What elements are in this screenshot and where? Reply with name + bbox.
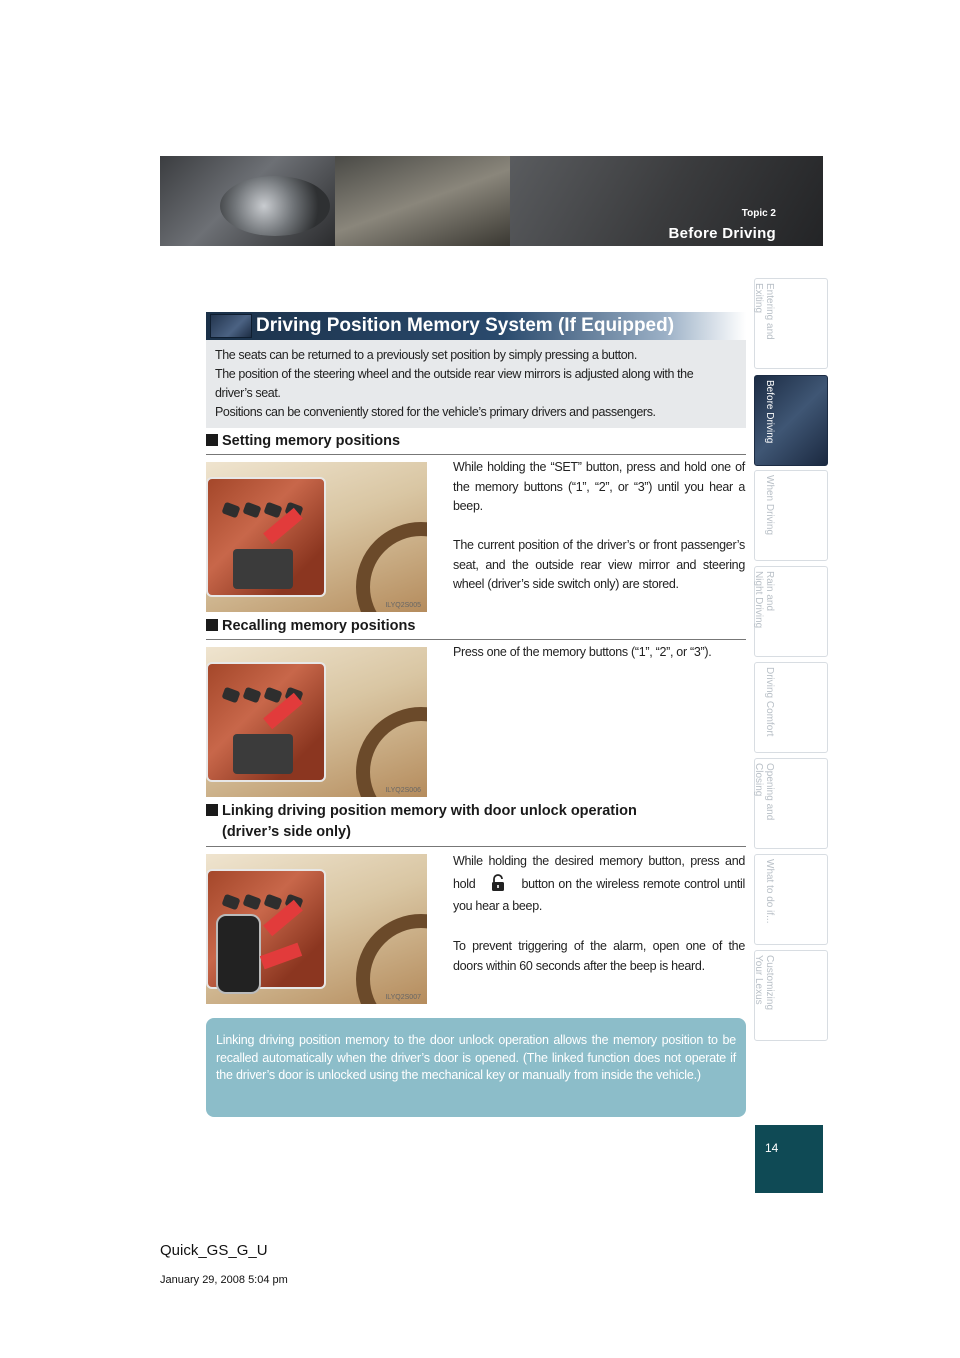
nav-tab-label: Customizing Your Lexus xyxy=(753,955,775,1011)
nav-tab-label: Entering and Exiting xyxy=(753,283,775,340)
memory-button-image xyxy=(242,894,261,911)
window-switch-image xyxy=(233,734,293,774)
figure-linking xyxy=(206,854,427,1004)
header-photo-grille xyxy=(510,156,823,246)
paragraph: While holding the “SET” button, press and hold one of the memory buttons (“1”, “2”, or “3”) until you hear a beep. xyxy=(453,460,745,513)
paragraph xyxy=(453,850,745,918)
nav-tab-label: When Driving xyxy=(764,475,775,536)
nav-tab-label: What to do if... xyxy=(764,859,775,924)
intro-line: The seats can be returned to a previously set position by simply pressing a button. xyxy=(215,348,637,362)
document-id: Quick_GS_G_U xyxy=(160,1242,268,1259)
memory-button-image xyxy=(242,687,261,704)
memory-button-image xyxy=(263,502,282,519)
figure-code: ILYQ2S005 xyxy=(385,602,421,609)
nav-tab-before-driving[interactable] xyxy=(754,375,828,466)
door-panel-image xyxy=(206,662,326,782)
nav-tab-label: Before Driving xyxy=(764,380,775,444)
page-number: 14 xyxy=(765,1141,779,1155)
intro-line: driver’s seat. xyxy=(215,386,281,400)
subsection-heading-linking xyxy=(206,801,746,843)
paragraph: The current position of the driver’s or front passenger’s seat, and the outside rear view mirror and steering wheel (driver’s side switch only) are stored. xyxy=(453,538,745,591)
memory-button-image xyxy=(221,687,240,704)
print-timestamp: January 29, 2008 5:04 pm xyxy=(160,1274,288,1286)
figure-recalling xyxy=(206,647,427,797)
steering-wheel-image xyxy=(356,707,427,797)
topic-label: Topic 2 xyxy=(741,208,776,219)
page-number-box xyxy=(755,1125,823,1193)
intro-box xyxy=(206,340,746,428)
nav-tab-entering-exiting[interactable] xyxy=(754,278,828,369)
header-photo-dashboard xyxy=(335,156,510,246)
paragraph-part: button on the wireless remote control until you hear a beep. xyxy=(453,876,745,913)
door-panel-image xyxy=(206,477,326,597)
wireless-remote-image xyxy=(216,914,261,994)
subsection-heading-recalling xyxy=(206,616,746,637)
section-title-swatch xyxy=(210,314,252,338)
memory-button-image xyxy=(242,502,261,519)
memory-button-image xyxy=(263,687,282,704)
unlock-icon xyxy=(489,874,507,892)
subsection-heading-setting xyxy=(206,431,746,452)
intro-line: The position of the steering wheel and the outside rear view mirrors is adjusted along with the xyxy=(215,367,694,381)
info-text: Linking driving position memory to the door unlock operation allows the memory position to be recalled automatically when the driver’s door is opened. (The linked function does not operate if the driver’s door is unlocked using the mechanical key or manually from inside the vehicle.) xyxy=(216,1033,736,1082)
figure-setting xyxy=(206,462,427,612)
memory-button-image xyxy=(263,894,282,911)
recalling-text xyxy=(453,643,745,663)
nav-tab-driving-comfort[interactable] xyxy=(754,662,828,753)
square-bullet-icon xyxy=(206,804,218,816)
window-switch-image xyxy=(233,549,293,589)
memory-button-image xyxy=(221,894,240,911)
headlight-image xyxy=(220,176,330,236)
paragraph: Press one of the memory buttons (“1”, “2”, or “3”). xyxy=(453,645,712,659)
section-title: Driving Position Memory System (If Equipped) xyxy=(256,315,675,336)
setting-text xyxy=(453,458,745,595)
square-bullet-icon xyxy=(206,619,218,631)
nav-tab-label: Driving Comfort xyxy=(764,667,775,737)
nav-tab-rain-night-driving[interactable] xyxy=(754,566,828,657)
figure-code: ILYQ2S006 xyxy=(385,787,421,794)
nav-tab-opening-closing[interactable] xyxy=(754,758,828,849)
heading-rule xyxy=(206,454,746,455)
memory-button-image xyxy=(221,502,240,519)
heading-text: Setting memory positions xyxy=(222,433,401,449)
steering-wheel-image xyxy=(356,914,427,1004)
section-title-bar xyxy=(206,312,746,340)
heading-rule xyxy=(206,639,746,640)
heading-text: Linking driving position memory with door unlock operation xyxy=(222,803,637,819)
paragraph: To prevent triggering of the alarm, open one of the doors within 60 seconds after the beep is heard. xyxy=(453,939,745,973)
header-banner xyxy=(160,156,823,246)
linking-text xyxy=(453,850,745,976)
nav-tab-when-driving[interactable] xyxy=(754,470,828,561)
header-photo-headlight xyxy=(160,156,335,246)
intro-line: Positions can be conveniently stored for the vehicle’s primary drivers and passengers. xyxy=(215,405,656,419)
topic-title: Before Driving xyxy=(668,225,776,242)
figure-code: ILYQ2S007 xyxy=(385,994,421,1001)
info-box xyxy=(206,1018,746,1117)
nav-tab-label: Opening and Closing xyxy=(753,763,775,821)
nav-tab-what-to-do-if[interactable] xyxy=(754,854,828,945)
heading-text: Recalling memory positions xyxy=(222,618,416,634)
square-bullet-icon xyxy=(206,434,218,446)
nav-tab-customizing[interactable] xyxy=(754,950,828,1041)
paragraph-part: While holding the desired memory button, press and hold xyxy=(453,854,745,891)
nav-tab-label: Rain and Night Driving xyxy=(753,571,775,629)
steering-wheel-image xyxy=(356,522,427,612)
heading-rule xyxy=(206,846,746,847)
heading-text: (driver’s side only) xyxy=(222,824,351,840)
